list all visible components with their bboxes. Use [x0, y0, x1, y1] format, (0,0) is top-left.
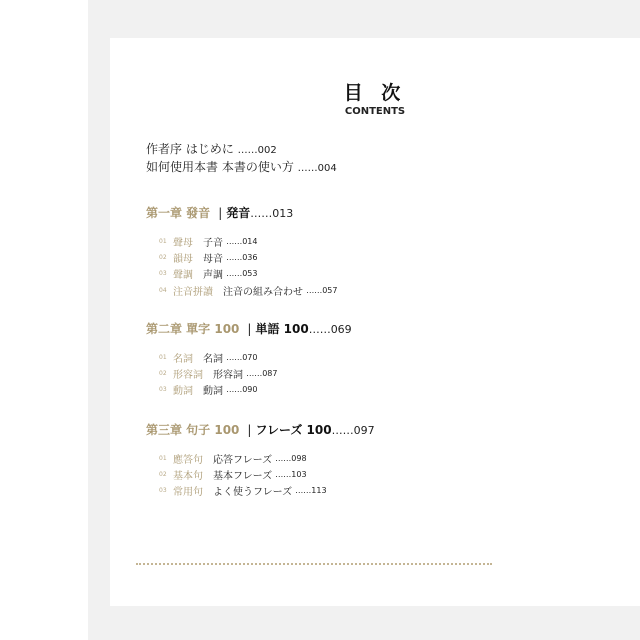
item-number: 03 [159, 386, 167, 393]
item-page-ref: ……103 [275, 470, 307, 479]
chapter-page-ref: ……069 [308, 323, 352, 336]
item-page-ref: ……098 [275, 454, 307, 463]
page-subtitle: CONTENTS [344, 106, 406, 117]
chapter-page-ref: ……097 [331, 424, 375, 437]
page-title: 目 次 [343, 82, 407, 104]
chapter-title-zh: 第三章 句子 100 [146, 423, 240, 437]
item-title-zh: 形容詞 [173, 370, 203, 381]
toc-page [110, 38, 640, 606]
toc-item[interactable] [159, 451, 307, 465]
toc-item[interactable] [159, 382, 257, 396]
dotted-divider [136, 563, 492, 565]
toc-item[interactable] [159, 467, 307, 481]
intro-label: 如何使用本書 本書の使い方 [146, 160, 294, 174]
item-title-zh: 常用句 [173, 487, 203, 498]
item-page-ref: ……113 [295, 486, 327, 495]
item-title-ja: 母音 [203, 254, 223, 265]
chapter-title-zh: 第一章 發音 [146, 206, 211, 220]
toc-item[interactable] [159, 283, 337, 297]
page-shadow-top [88, 0, 640, 38]
item-title-zh: 基本句 [173, 471, 203, 482]
page-shadow-left [88, 0, 110, 640]
item-title-ja: 子音 [203, 238, 223, 249]
toc-chapter-3[interactable] [146, 421, 375, 438]
chapter-title-ja: フレーズ 100 [255, 423, 332, 437]
toc-item[interactable] [159, 234, 257, 248]
item-number: 03 [159, 270, 167, 277]
toc-item[interactable] [159, 483, 327, 497]
toc-intro-preface[interactable] [146, 140, 277, 157]
toc-chapter-1[interactable] [146, 204, 293, 221]
item-title-zh: 動詞 [173, 386, 193, 397]
toc-item[interactable] [159, 266, 257, 280]
toc-item[interactable] [159, 250, 257, 264]
item-number: 02 [159, 471, 167, 478]
item-number: 01 [159, 238, 167, 245]
item-page-ref: ……090 [226, 385, 258, 394]
item-number: 02 [159, 254, 167, 261]
item-title-ja: 形容詞 [213, 370, 243, 381]
item-title-zh: 名詞 [173, 354, 193, 365]
item-title-zh: 聲母 [173, 238, 193, 249]
item-title-ja: よく使うフレーズ [213, 487, 293, 498]
chapter-separator: | [247, 322, 252, 336]
item-title-ja: 名詞 [203, 354, 223, 365]
item-number: 04 [159, 287, 167, 294]
chapter-title-ja: 発音 [226, 206, 251, 220]
item-number: 01 [159, 354, 167, 361]
item-title-ja: 応答フレーズ [213, 455, 273, 466]
chapter-separator: | [247, 423, 252, 437]
item-title-ja: 声調 [203, 270, 223, 281]
item-title-zh: 韻母 [173, 254, 193, 265]
item-page-ref: ……053 [226, 269, 258, 278]
toc-chapter-2[interactable] [146, 320, 352, 337]
item-title-zh: 注音拼讀 [173, 287, 213, 298]
item-title-zh: 聲調 [173, 270, 193, 281]
toc-item[interactable] [159, 366, 277, 380]
item-page-ref: ……087 [246, 369, 278, 378]
item-page-ref: ……014 [226, 237, 258, 246]
item-title-ja: 動詞 [203, 386, 223, 397]
chapter-title-zh: 第二章 單字 100 [146, 322, 240, 336]
chapter-separator: | [218, 206, 223, 220]
item-title-zh: 應答句 [173, 455, 203, 466]
item-page-ref: ……036 [226, 253, 258, 262]
item-page-ref: ……057 [306, 286, 338, 295]
item-title-ja: 注音の組み合わせ [223, 287, 303, 298]
item-number: 03 [159, 487, 167, 494]
intro-page-ref: ……004 [297, 163, 337, 174]
chapter-title-ja: 単語 100 [255, 322, 309, 336]
intro-label: 作者序 はじめに [146, 142, 234, 156]
item-number: 02 [159, 370, 167, 377]
intro-page-ref: ……002 [237, 145, 277, 156]
chapter-page-ref: ……013 [250, 207, 294, 220]
toc-intro-howto[interactable] [146, 158, 337, 175]
toc-item[interactable] [159, 350, 257, 364]
item-title-ja: 基本フレーズ [213, 471, 273, 482]
item-page-ref: ……070 [226, 353, 258, 362]
page-shadow-bottom [88, 606, 640, 640]
item-number: 01 [159, 455, 167, 462]
